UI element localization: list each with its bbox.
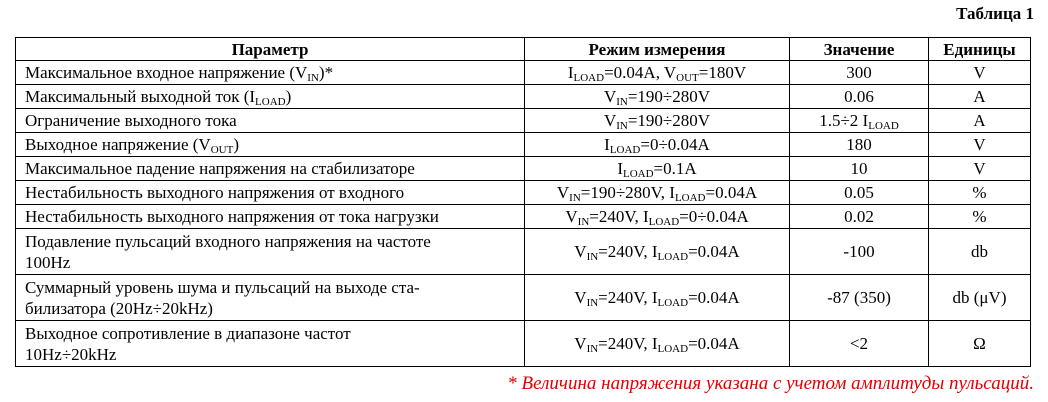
subscript-text: LOAD <box>648 216 680 228</box>
cell-text: 300 <box>846 63 872 82</box>
cell-text: Суммарный уровень шума и пульсаций на выходе ста- <box>25 277 420 297</box>
cell-text: =0.04A <box>688 334 740 353</box>
cell-parameter <box>16 181 525 205</box>
table-row <box>16 85 1031 109</box>
subscript-text: LOAD <box>657 297 689 309</box>
cell-measurement-mode <box>525 181 790 205</box>
table-caption: Таблица 1 <box>956 4 1034 23</box>
cell-text: Нестабильность выходного напряжения от входного <box>25 183 405 202</box>
cell-text: =240V, I <box>598 288 658 307</box>
cell-text: V <box>574 334 587 353</box>
cell-value <box>790 133 929 157</box>
cell-text: <2 <box>849 334 869 353</box>
subscript-text: LOAD <box>573 72 605 84</box>
cell-text: -100 <box>843 242 875 261</box>
cell-text: 1.5÷2 I <box>819 111 869 130</box>
cell-text: 10 <box>850 159 868 178</box>
cell-text: билизатора (20Hz÷20kHz) <box>25 298 213 318</box>
cell-text: V <box>565 207 578 226</box>
subscript-text: IN <box>307 72 319 84</box>
cell-text: ) <box>233 135 239 154</box>
subscript-text: IN <box>586 251 599 263</box>
cell-parameter <box>16 205 525 229</box>
cell-text: db (μV) <box>952 288 1007 307</box>
header-measurement-mode: Режим измерения <box>525 38 790 61</box>
subscript-text: LOAD <box>674 192 706 204</box>
cell-text: =0÷0.04A <box>679 207 749 226</box>
cell-units <box>929 61 1031 85</box>
cell-measurement-mode <box>525 205 790 229</box>
cell-text: V <box>603 87 617 106</box>
cell-text: Ω <box>973 334 986 353</box>
cell-text: =190÷280V, I <box>580 183 675 202</box>
cell-value <box>790 205 929 229</box>
cell-parameter <box>16 109 525 133</box>
table-row <box>16 61 1031 85</box>
cell-measurement-mode <box>525 109 790 133</box>
cell-measurement-mode <box>525 229 790 275</box>
cell-text: I <box>567 63 574 82</box>
cell-text: V <box>973 63 986 82</box>
cell-text: V <box>556 183 570 202</box>
subscript-text: IN <box>577 216 590 228</box>
cell-value <box>790 61 929 85</box>
subscript-text: IN <box>616 120 628 132</box>
table-row <box>16 321 1031 367</box>
cell-units <box>929 275 1031 321</box>
subscript-text: OUT <box>210 144 234 156</box>
cell-text: 180 <box>846 135 872 154</box>
cell-units <box>929 321 1031 367</box>
cell-parameter <box>16 157 525 181</box>
cell-text: Выходное сопротивление в диапазоне частот <box>25 323 351 343</box>
cell-text: Ограничение выходного тока <box>25 111 237 130</box>
cell-text: =240V, I <box>598 334 658 353</box>
cell-text: =0.04A <box>688 288 740 307</box>
cell-text: Подавление пульсаций входного напряжения на частоте <box>25 231 431 251</box>
cell-text: I <box>604 135 610 154</box>
cell-units <box>929 85 1031 109</box>
cell-text: 0.05 <box>844 183 874 202</box>
cell-text: 0.02 <box>844 207 874 226</box>
cell-parameter <box>16 229 525 275</box>
cell-measurement-mode <box>525 133 790 157</box>
subscript-text: LOAD <box>868 120 899 132</box>
cell-units <box>929 181 1031 205</box>
cell-value <box>790 275 929 321</box>
cell-text: =0.1A <box>653 159 697 178</box>
cell-units <box>929 109 1031 133</box>
cell-text: =0.04A <box>688 242 740 261</box>
cell-text: % <box>972 183 987 202</box>
cell-value <box>790 157 929 181</box>
cell-text: Максимальный выходной ток (I <box>25 87 256 106</box>
subscript-text: IN <box>616 96 628 108</box>
cell-text: =180V <box>698 63 747 82</box>
cell-parameter <box>16 275 525 321</box>
cell-measurement-mode <box>525 157 790 181</box>
cell-text: Нестабильность выходного напряжения от тока нагрузки <box>25 207 439 226</box>
cell-text: =190÷280V <box>627 111 711 130</box>
cell-text: V <box>973 159 986 178</box>
cell-measurement-mode <box>525 61 790 85</box>
subscript-text: LOAD <box>657 343 689 355</box>
cell-parameter <box>16 133 525 157</box>
cell-text: )* <box>318 63 334 82</box>
cell-text: A <box>973 87 986 106</box>
table-row <box>16 157 1031 181</box>
cell-text: db <box>971 242 988 261</box>
cell-value <box>790 85 929 109</box>
cell-text: V <box>973 135 986 154</box>
subscript-text: IN <box>586 343 599 355</box>
table-row <box>16 229 1031 275</box>
subscript-text: OUT <box>676 72 699 84</box>
header-parameter: Параметр <box>16 38 525 61</box>
cell-text: A <box>973 111 986 130</box>
table-body <box>16 61 1031 367</box>
cell-text: V <box>603 111 617 130</box>
cell-text: V <box>574 288 587 307</box>
cell-text: =0÷0.04A <box>640 135 710 154</box>
header-units: Единицы <box>929 38 1031 61</box>
cell-text: I <box>617 159 623 178</box>
table-row <box>16 205 1031 229</box>
table-row <box>16 133 1031 157</box>
cell-text: 100Hz <box>25 252 71 272</box>
cell-text: % <box>972 207 987 226</box>
subscript-text: LOAD <box>255 96 286 108</box>
subscript-text: IN <box>586 297 599 309</box>
cell-value <box>790 321 929 367</box>
header-value: Значение <box>790 38 929 61</box>
cell-value <box>790 181 929 205</box>
cell-units <box>929 157 1031 181</box>
cell-text: ) <box>285 87 292 106</box>
cell-text: Максимальное входное напряжение (V <box>25 63 308 82</box>
cell-text: Максимальное падение напряжения на стабилизаторе <box>25 159 415 178</box>
cell-text: =240V, I <box>589 207 649 226</box>
cell-text: =0.04A <box>705 183 758 202</box>
cell-measurement-mode <box>525 275 790 321</box>
parameters-table <box>15 37 1031 367</box>
cell-measurement-mode <box>525 85 790 109</box>
subscript-text: IN <box>569 192 581 204</box>
subscript-text: LOAD <box>609 144 641 156</box>
cell-text: V <box>574 242 587 261</box>
cell-parameter <box>16 321 525 367</box>
cell-units <box>929 205 1031 229</box>
table-row <box>16 181 1031 205</box>
table-row <box>16 275 1031 321</box>
cell-units <box>929 229 1031 275</box>
cell-text: 10Hz÷20kHz <box>25 344 117 364</box>
cell-value <box>790 229 929 275</box>
cell-text: =190÷280V <box>627 87 711 106</box>
cell-measurement-mode <box>525 321 790 367</box>
cell-text: -87 (350) <box>827 288 891 307</box>
cell-parameter <box>16 61 525 85</box>
footnote: * Величина напряжения указана с учетом амплитуды пульсаций. <box>507 373 1034 394</box>
subscript-text: LOAD <box>622 168 654 180</box>
cell-text: =240V, I <box>598 242 658 261</box>
cell-units <box>929 133 1031 157</box>
table-row <box>16 109 1031 133</box>
cell-text: Выходное напряжение (V <box>25 135 211 154</box>
subscript-text: LOAD <box>657 251 689 263</box>
cell-parameter <box>16 85 525 109</box>
cell-value <box>790 109 929 133</box>
table-header-row <box>16 38 1031 61</box>
cell-text: =0.04A, V <box>604 63 677 82</box>
cell-text: 0.06 <box>844 87 874 106</box>
